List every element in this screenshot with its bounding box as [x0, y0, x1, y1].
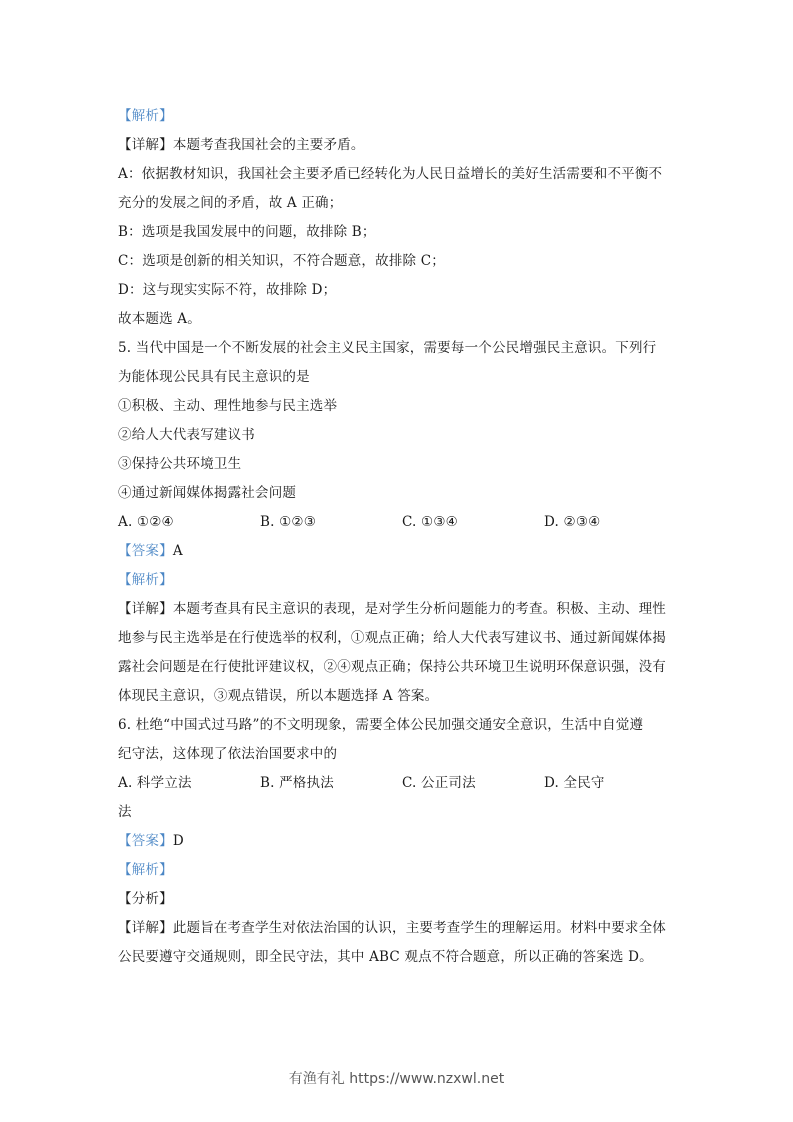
statement: ③保持公共环境卫生	[118, 456, 242, 472]
answer-label: 【答案】	[118, 833, 173, 849]
statement: ④通过新闻媒体揭露社会问题	[118, 485, 297, 501]
option-wrap: 法	[118, 804, 132, 820]
solution-line: 充分的发展之间的矛盾，故 A 正确；	[118, 195, 343, 211]
jiexi-label: 【解析】	[118, 862, 173, 878]
option-a: A. ①②④	[118, 514, 174, 530]
detail-line: 地参与民主选举是在行使选举的权利，①观点正确；给人大代表写建议书、通过新闻媒体揭	[118, 630, 666, 646]
jiexi-label: 【解析】	[118, 108, 173, 124]
solution-line: 故本题选 A。	[118, 311, 201, 327]
detail-text: 此题旨在考查学生对依法治国的认识，主要考查学生的理解运用。材料中要求全体	[172, 920, 667, 936]
option-d: D. ②③④	[544, 514, 601, 530]
document-page	[118, 102, 688, 972]
question-stem: 纪守法，这体现了依法治国要求中的	[118, 746, 338, 762]
detail-text: 本题考查我国社会的主要矛盾。	[172, 137, 365, 153]
detail-line	[118, 131, 688, 160]
answer-value: A	[172, 543, 183, 559]
question-stem: 6. 杜绝“中国式过马路”的不文明现象，需要全体公民加强交通安全意识，生活中自觉遵	[118, 717, 644, 733]
detail-label: 【详解】	[118, 920, 173, 936]
analysis-label: 【分析】	[118, 891, 173, 907]
detail-line: 露社会问题是在行使批评建议权，②④观点正确；保持公共环境卫生说明环保意识强，没有	[118, 659, 666, 675]
options-row	[118, 769, 688, 798]
answer-label: 【答案】	[118, 543, 173, 559]
solution-line: A：依据教材知识，我国社会主要矛盾已经转化为人民日益增长的美好生活需要和不平衡不	[118, 166, 663, 182]
options-row	[118, 508, 688, 537]
question-stem: 为能体现公民具有民主意识的是	[118, 369, 310, 385]
option-d: D. 全民守	[544, 775, 605, 791]
answer-line	[118, 537, 688, 566]
statement: ①积极、主动、理性地参与民主选举	[118, 398, 338, 414]
detail-line	[118, 914, 688, 943]
detail-label: 【详解】	[118, 137, 173, 153]
option-c: C. ①③④	[402, 514, 458, 530]
detail-line: 公民要遵守交通规则，即全民守法，其中 ABC 观点不符合题意，所以正确的答案选 D。	[118, 949, 653, 965]
detail-label: 【详解】	[118, 601, 173, 617]
solution-line: B：选项是我国发展中的问题，故排除 B；	[118, 224, 376, 240]
question-stem: 5. 当代中国是一个不断发展的社会主义民主国家，需要每一个公民增强民主意识。下列行	[118, 340, 657, 356]
option-b: B. ①②③	[260, 514, 317, 530]
jiexi-label: 【解析】	[118, 572, 173, 588]
footer-watermark: 有渔有礼 https://www.nzxwl.net	[288, 1071, 505, 1087]
answer-value: D	[172, 833, 184, 849]
statement: ②给人大代表写建议书	[118, 427, 255, 443]
option-b: B. 严格执法	[260, 775, 334, 791]
answer-line	[118, 827, 688, 856]
detail-text: 本题考查具有民主意识的表现，是对学生分析问题能力的考查。积极、主动、理性	[172, 601, 667, 617]
detail-line: 体现民主意识，③观点错误，所以本题选择 A 答案。	[118, 688, 439, 704]
option-c: C. 公正司法	[402, 775, 476, 791]
detail-line	[118, 595, 688, 624]
solution-line: C：选项是创新的相关知识，不符合题意，故排除 C；	[118, 253, 445, 269]
option-a: A. 科学立法	[118, 775, 192, 791]
solution-line: D：这与现实实际不符，故排除 D；	[118, 282, 337, 298]
